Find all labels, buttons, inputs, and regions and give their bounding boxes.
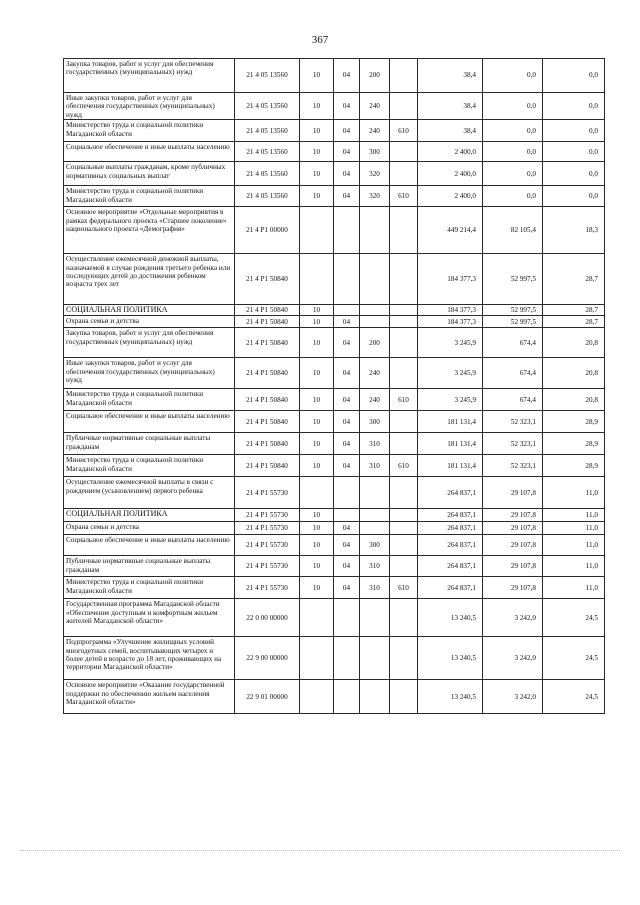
cell-v1: 264 837,1 <box>418 509 483 522</box>
cell-vr: 320 <box>360 186 390 207</box>
cell-v2: 674,4 <box>483 328 543 358</box>
cell-v2: 3 242,0 <box>483 637 543 680</box>
cell-name: Иные закупки товаров, работ и услуг для обеспечения государственных (муниципальных) нужд <box>64 358 235 389</box>
cell-v1: 13 240,5 <box>418 680 483 714</box>
cell-v3: 28,9 <box>543 411 605 433</box>
cell-name: Министерство труда и социальной политики Магаданской области <box>64 577 235 599</box>
cell-v1: 2 400,0 <box>418 142 483 162</box>
cell-pr: 04 <box>334 556 360 577</box>
cell-rz <box>300 477 334 509</box>
cell-name: Государственная программа Магаданской области «Обеспечение доступным и комфортным жильем жителей Магаданской области» <box>64 599 235 637</box>
cell-code: 21 4 P1 50840 <box>235 316 300 328</box>
cell-pr: 04 <box>334 316 360 328</box>
cell-gr <box>390 254 418 305</box>
cell-pr <box>334 207 360 254</box>
cell-v1: 38,4 <box>418 120 483 142</box>
cell-v3: 11,0 <box>543 477 605 509</box>
cell-pr <box>334 254 360 305</box>
cell-pr: 04 <box>334 358 360 389</box>
cell-gr <box>390 93 418 120</box>
cell-v1: 184 377,3 <box>418 305 483 316</box>
cell-pr <box>334 509 360 522</box>
cell-rz <box>300 254 334 305</box>
cell-code: 21 4 05 13560 <box>235 142 300 162</box>
cell-gr <box>390 142 418 162</box>
cell-v2: 3 242,0 <box>483 599 543 637</box>
table-row <box>64 142 605 162</box>
cell-pr: 04 <box>334 328 360 358</box>
page-number: 367 <box>311 34 329 46</box>
cell-gr: 610 <box>390 577 418 599</box>
cell-rz: 10 <box>300 556 334 577</box>
cell-vr: 200 <box>360 59 390 93</box>
cell-v3: 11,0 <box>543 522 605 535</box>
cell-v3: 20,8 <box>543 328 605 358</box>
budget-table <box>63 58 605 714</box>
cell-vr: 240 <box>360 389 390 411</box>
cell-gr <box>390 316 418 328</box>
cell-gr: 610 <box>390 389 418 411</box>
cell-v1: 181 131,4 <box>418 411 483 433</box>
cell-rz: 10 <box>300 59 334 93</box>
cell-name: Иные закупки товаров, работ и услуг для обеспечения государственных (муниципальных) нужд <box>64 93 235 120</box>
cell-gr <box>390 477 418 509</box>
cell-v1: 3 245,9 <box>418 328 483 358</box>
cell-v2: 29 107,8 <box>483 577 543 599</box>
cell-v2: 674,4 <box>483 389 543 411</box>
cell-vr: 240 <box>360 358 390 389</box>
cell-name: Социальное обеспечение и иные выплаты населению <box>64 411 235 433</box>
cell-vr <box>360 522 390 535</box>
cell-code: 22 9 00 00000 <box>235 637 300 680</box>
cell-name: Министерство труда и социальной политики Магаданской области <box>64 120 235 142</box>
cell-vr: 240 <box>360 93 390 120</box>
cell-v2: 52 997,5 <box>483 254 543 305</box>
cell-name: Социальное обеспечение и иные выплаты населению <box>64 142 235 162</box>
cell-rz: 10 <box>300 305 334 316</box>
cell-code: 21 4 P1 50840 <box>235 328 300 358</box>
table-row <box>64 328 605 358</box>
cell-gr: 610 <box>390 120 418 142</box>
cell-vr <box>360 254 390 305</box>
table-body <box>64 59 605 714</box>
cell-vr <box>360 305 390 316</box>
cell-v2: 29 107,8 <box>483 522 543 535</box>
cell-v1: 181 131,4 <box>418 455 483 477</box>
cell-vr: 310 <box>360 577 390 599</box>
cell-name: Министерство труда и социальной политики Магаданской области <box>64 455 235 477</box>
cell-code: 21 4 P1 50840 <box>235 433 300 455</box>
cell-code: 21 4 P1 50840 <box>235 358 300 389</box>
cell-name: Охрана семьи и детства <box>64 522 235 535</box>
cell-name: Публичные нормативные социальные выплаты гражданам <box>64 433 235 455</box>
cell-code: 21 4 P1 55730 <box>235 522 300 535</box>
cell-v3: 28,9 <box>543 433 605 455</box>
table-row <box>64 411 605 433</box>
table-row <box>64 556 605 577</box>
cell-pr: 04 <box>334 120 360 142</box>
cell-v1: 264 837,1 <box>418 556 483 577</box>
table-row <box>64 433 605 455</box>
cell-gr <box>390 433 418 455</box>
cell-rz: 10 <box>300 93 334 120</box>
cell-pr: 04 <box>334 59 360 93</box>
cell-pr: 04 <box>334 162 360 186</box>
table-row <box>64 637 605 680</box>
cell-rz <box>300 637 334 680</box>
table-row <box>64 207 605 254</box>
cell-code: 21 4 P1 00000 <box>235 207 300 254</box>
cell-vr: 310 <box>360 556 390 577</box>
table-row <box>64 522 605 535</box>
cell-gr <box>390 599 418 637</box>
cell-pr: 04 <box>334 411 360 433</box>
table-row <box>64 59 605 93</box>
cell-v1: 184 377,3 <box>418 254 483 305</box>
cell-v1: 184 377,3 <box>418 316 483 328</box>
cell-gr <box>390 207 418 254</box>
cell-pr: 04 <box>334 455 360 477</box>
cell-v3: 0,0 <box>543 59 605 93</box>
cell-vr <box>360 509 390 522</box>
cell-vr: 320 <box>360 162 390 186</box>
cell-rz: 10 <box>300 411 334 433</box>
cell-gr <box>390 509 418 522</box>
cell-name: Социальное обеспечение и иные выплаты населению <box>64 535 235 556</box>
table-row <box>64 455 605 477</box>
cell-v3: 18,3 <box>543 207 605 254</box>
cell-v1: 3 245,9 <box>418 389 483 411</box>
cell-code: 21 4 P1 55730 <box>235 556 300 577</box>
cell-v2: 52 997,5 <box>483 316 543 328</box>
cell-v2: 0,0 <box>483 162 543 186</box>
cell-v1: 3 245,9 <box>418 358 483 389</box>
cell-v1: 2 400,0 <box>418 186 483 207</box>
table-row <box>64 162 605 186</box>
cell-v3: 24,5 <box>543 599 605 637</box>
cell-v3: 11,0 <box>543 509 605 522</box>
cell-v1: 264 837,1 <box>418 522 483 535</box>
cell-name: Социальные выплаты гражданам, кроме публичных нормативных социальных выплат <box>64 162 235 186</box>
cell-v1: 264 837,1 <box>418 577 483 599</box>
cell-gr <box>390 535 418 556</box>
cell-rz: 10 <box>300 328 334 358</box>
cell-v3: 11,0 <box>543 535 605 556</box>
table-row <box>64 509 605 522</box>
cell-name: Основное мероприятие «Отдельные мероприятия в рамках федерального проекта «Старшее поколение» национального проекта «Демография» <box>64 207 235 254</box>
cell-vr <box>360 477 390 509</box>
cell-gr: 610 <box>390 455 418 477</box>
cell-pr: 04 <box>334 142 360 162</box>
cell-gr <box>390 637 418 680</box>
cell-rz: 10 <box>300 358 334 389</box>
cell-code: 21 4 P1 55730 <box>235 509 300 522</box>
cell-name: Министерство труда и социальной политики Магаданской области <box>64 389 235 411</box>
cell-v1: 2 400,0 <box>418 162 483 186</box>
cell-vr: 310 <box>360 433 390 455</box>
cell-gr: 610 <box>390 186 418 207</box>
table-row <box>64 120 605 142</box>
table-row <box>64 477 605 509</box>
cell-vr <box>360 599 390 637</box>
cell-code: 21 4 P1 50840 <box>235 411 300 433</box>
cell-rz <box>300 680 334 714</box>
cell-v3: 0,0 <box>543 93 605 120</box>
cell-v3: 11,0 <box>543 577 605 599</box>
cell-rz: 10 <box>300 509 334 522</box>
cell-v3: 20,8 <box>543 389 605 411</box>
cell-vr <box>360 316 390 328</box>
cell-name: Осуществление ежемесячной выплаты в связи с рождением (усыновлением) первого ребенка <box>64 477 235 509</box>
cell-name: Публичные нормативные социальные выплаты гражданам <box>64 556 235 577</box>
cell-v3: 28,7 <box>543 316 605 328</box>
cell-pr: 04 <box>334 389 360 411</box>
cell-v1: 38,4 <box>418 93 483 120</box>
cell-v2: 0,0 <box>483 120 543 142</box>
cell-v3: 24,5 <box>543 637 605 680</box>
cell-v2: 29 107,8 <box>483 509 543 522</box>
cell-name: Закупка товаров, работ и услуг для обеспечения государственных (муниципальных) нужд <box>64 59 235 93</box>
cell-vr: 300 <box>360 142 390 162</box>
cell-code: 21 4 05 13560 <box>235 186 300 207</box>
cell-gr <box>390 411 418 433</box>
cell-rz: 10 <box>300 455 334 477</box>
cell-gr <box>390 358 418 389</box>
cell-name: Министерство труда и социальной политики Магаданской области <box>64 186 235 207</box>
cell-v2: 0,0 <box>483 142 543 162</box>
cell-v1: 449 214,4 <box>418 207 483 254</box>
table-row <box>64 389 605 411</box>
cell-rz: 10 <box>300 389 334 411</box>
cell-pr: 04 <box>334 535 360 556</box>
cell-v1: 13 240,5 <box>418 637 483 680</box>
cell-vr <box>360 680 390 714</box>
cell-v2: 52 323,1 <box>483 411 543 433</box>
cell-pr <box>334 477 360 509</box>
cell-gr <box>390 522 418 535</box>
cell-pr: 04 <box>334 522 360 535</box>
cell-code: 21 4 P1 55730 <box>235 477 300 509</box>
cell-v2: 0,0 <box>483 59 543 93</box>
cell-v1: 13 240,5 <box>418 599 483 637</box>
cell-vr: 240 <box>360 120 390 142</box>
cell-vr: 300 <box>360 535 390 556</box>
cell-pr: 04 <box>334 433 360 455</box>
cell-v1: 264 837,1 <box>418 477 483 509</box>
cell-v2: 0,0 <box>483 93 543 120</box>
cell-rz: 10 <box>300 535 334 556</box>
table-row <box>64 316 605 328</box>
cell-v1: 38,4 <box>418 59 483 93</box>
cell-v3: 0,0 <box>543 142 605 162</box>
cell-v2: 29 107,8 <box>483 556 543 577</box>
cell-rz: 10 <box>300 433 334 455</box>
cell-name: Подпрограмма «Улучшение жилищных условий многодетных семей, воспитывающих четырех и более детей в возрасте до 18 лет, проживающих на территории Магаданской области» <box>64 637 235 680</box>
cell-v2: 29 107,8 <box>483 535 543 556</box>
cell-code: 22 9 01 00000 <box>235 680 300 714</box>
cell-gr <box>390 162 418 186</box>
cell-pr <box>334 680 360 714</box>
cell-vr: 200 <box>360 328 390 358</box>
cell-name: Основное мероприятие «Оказание государственной поддержки по обеспечению жильем населения Магаданской области» <box>64 680 235 714</box>
cell-gr <box>390 59 418 93</box>
cell-rz: 10 <box>300 162 334 186</box>
cell-pr: 04 <box>334 186 360 207</box>
table-row <box>64 186 605 207</box>
cell-code: 21 4 P1 50840 <box>235 305 300 316</box>
cell-pr <box>334 637 360 680</box>
cell-v2: 29 107,8 <box>483 477 543 509</box>
cell-gr <box>390 556 418 577</box>
footer-dotted-line <box>20 850 620 852</box>
cell-v2: 674,4 <box>483 358 543 389</box>
cell-name: Осуществление ежемесячной денежной выплаты, назначаемой в случае рождения третьего ребенка или последующих детей до достижения ребенком возраста трех лет <box>64 254 235 305</box>
cell-v3: 11,0 <box>543 556 605 577</box>
cell-code: 21 4 05 13560 <box>235 162 300 186</box>
cell-name: Охрана семьи и детства <box>64 316 235 328</box>
cell-gr <box>390 328 418 358</box>
cell-pr: 04 <box>334 93 360 120</box>
cell-code: 21 4 P1 50840 <box>235 389 300 411</box>
cell-v2: 0,0 <box>483 186 543 207</box>
cell-v3: 24,5 <box>543 680 605 714</box>
table-row <box>64 93 605 120</box>
cell-v2: 52 997,5 <box>483 305 543 316</box>
cell-v1: 181 131,4 <box>418 433 483 455</box>
cell-v3: 28,7 <box>543 254 605 305</box>
cell-code: 21 4 P1 55730 <box>235 535 300 556</box>
cell-pr <box>334 305 360 316</box>
cell-vr: 300 <box>360 411 390 433</box>
table-row <box>64 358 605 389</box>
cell-code: 21 4 P1 55730 <box>235 577 300 599</box>
cell-gr <box>390 680 418 714</box>
table-row <box>64 599 605 637</box>
cell-v1: 264 837,1 <box>418 535 483 556</box>
cell-rz <box>300 207 334 254</box>
cell-v3: 0,0 <box>543 120 605 142</box>
cell-v2: 52 323,1 <box>483 433 543 455</box>
cell-v2: 3 242,0 <box>483 680 543 714</box>
cell-vr <box>360 637 390 680</box>
cell-rz: 10 <box>300 577 334 599</box>
cell-name: СОЦИАЛЬНАЯ ПОЛИТИКА <box>64 509 235 522</box>
cell-v3: 28,9 <box>543 455 605 477</box>
cell-code: 22 0 00 00000 <box>235 599 300 637</box>
cell-code: 21 4 05 13560 <box>235 93 300 120</box>
cell-rz: 10 <box>300 120 334 142</box>
table-row <box>64 535 605 556</box>
cell-name: СОЦИАЛЬНАЯ ПОЛИТИКА <box>64 305 235 316</box>
cell-rz: 10 <box>300 142 334 162</box>
cell-pr: 04 <box>334 577 360 599</box>
cell-rz <box>300 599 334 637</box>
table-row <box>64 305 605 316</box>
cell-rz: 10 <box>300 522 334 535</box>
cell-code: 21 4 P1 50840 <box>235 455 300 477</box>
cell-name: Закупка товаров, работ и услуг для обеспечения государственных (муниципальных) нужд <box>64 328 235 358</box>
cell-v2: 82 105,4 <box>483 207 543 254</box>
cell-rz: 10 <box>300 316 334 328</box>
cell-vr: 310 <box>360 455 390 477</box>
cell-v3: 20,8 <box>543 358 605 389</box>
cell-pr <box>334 599 360 637</box>
cell-v3: 0,0 <box>543 162 605 186</box>
table-row <box>64 254 605 305</box>
cell-v2: 52 323,1 <box>483 455 543 477</box>
table-row <box>64 680 605 714</box>
cell-code: 21 4 05 13560 <box>235 120 300 142</box>
cell-code: 21 4 05 13560 <box>235 59 300 93</box>
cell-v3: 28,7 <box>543 305 605 316</box>
cell-v3: 0,0 <box>543 186 605 207</box>
table-row <box>64 577 605 599</box>
cell-gr <box>390 305 418 316</box>
cell-code: 21 4 P1 50840 <box>235 254 300 305</box>
cell-vr <box>360 207 390 254</box>
cell-rz: 10 <box>300 186 334 207</box>
